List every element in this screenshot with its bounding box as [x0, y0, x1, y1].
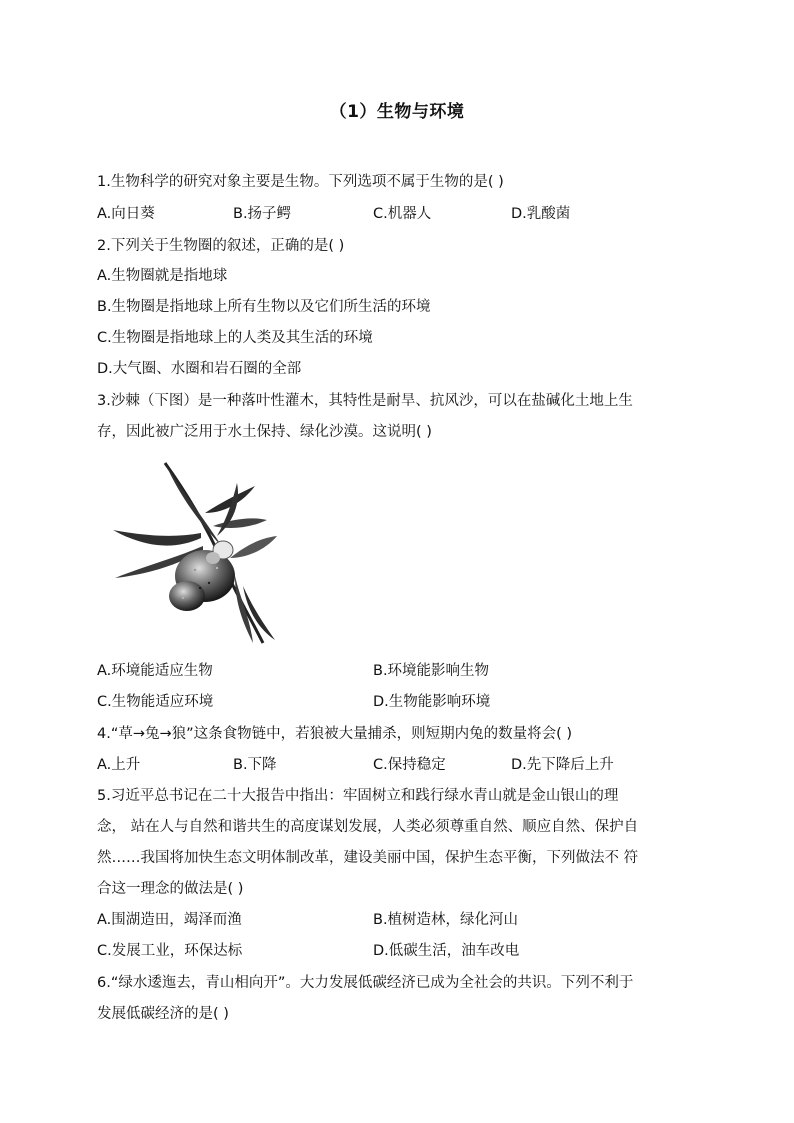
q2-option-a: A.生物圈就是指地球 — [97, 268, 228, 284]
q4-option-d: D.先下降后上升 — [511, 757, 614, 773]
q1-option-d: D.乳酸菌 — [511, 206, 571, 222]
sea-buckthorn-illustration — [105, 458, 290, 648]
page-title: （1）生物与环境 — [329, 102, 465, 122]
question-5-stem-line-2: 念， 站在人与自然和谐共生的高度谋划发展，人类必须尊重自然、顺应自然、保护自 — [97, 819, 639, 835]
q2-option-d: D.大气圈、水圈和岩石圈的全部 — [97, 361, 302, 377]
question-2-stem: 2.下列关于生物圈的叙述，正确的是( ) — [97, 238, 345, 254]
question-3-stem-line-1: 3.沙棘（下图）是一种落叶性灌木，其特性是耐旱、抗风沙，可以在盐碱化土地上生 — [97, 393, 633, 409]
q1-option-b: B.扬子鳄 — [233, 206, 292, 222]
q5-option-c: C.发展工业，环保达标 — [97, 943, 243, 959]
question-1-stem: 1.生物科学的研究对象主要是生物。下列选项不属于生物的是( ) — [97, 174, 504, 190]
question-3-stem-line-2: 存，因此被广泛用于水土保持、绿化沙漠。这说明( ) — [97, 424, 432, 440]
question-6-stem-line-2: 发展低碳经济的是( ) — [97, 1006, 229, 1022]
question-5-stem-line-4: 合这一理念的做法是( ) — [97, 881, 244, 897]
q5-option-b: B.植树造林，绿化河山 — [373, 912, 519, 928]
question-5-stem-line-3: 然……我国将加快生态文明体制改革，建设美丽中国，保护生态平衡，下列做法不 符 — [97, 850, 639, 866]
q3-option-b: B.环境能影响生物 — [373, 663, 490, 679]
q2-option-b: B.生物圈是指地球上所有生物以及它们所生活的环境 — [97, 299, 431, 315]
q4-option-c: C.保持稳定 — [373, 757, 446, 773]
q1-option-c: C.机器人 — [373, 206, 432, 222]
q3-option-d: D.生物能影响环境 — [373, 694, 491, 710]
question-6-stem-line-1: 6.“绿水逶迤去，青山相向开”。大力发展低碳经济已成为全社会的共识。下列不利于 — [97, 975, 634, 991]
question-5-stem-line-1: 5.习近平总书记在二十大报告中指出：牢固树立和践行绿水青山就是金山银山的理 — [97, 788, 619, 804]
q5-option-a: A.围湖造田，竭泽而渔 — [97, 912, 242, 928]
q3-option-c: C.生物能适应环境 — [97, 694, 214, 710]
q3-option-a: A.环境能适应生物 — [97, 663, 213, 679]
q4-option-b: B.下降 — [233, 757, 277, 773]
q5-option-d: D.低碳生活，油车改电 — [373, 943, 520, 959]
q2-option-c: C.生物圈是指地球上的人类及其生活的环境 — [97, 330, 373, 346]
question-4-stem: 4.“草→兔→狼”这条食物链中，若狼被大量捕杀，则短期内兔的数量将会( ) — [97, 726, 573, 742]
q1-option-a: A.向日葵 — [97, 206, 155, 222]
q4-option-a: A.上升 — [97, 757, 141, 773]
